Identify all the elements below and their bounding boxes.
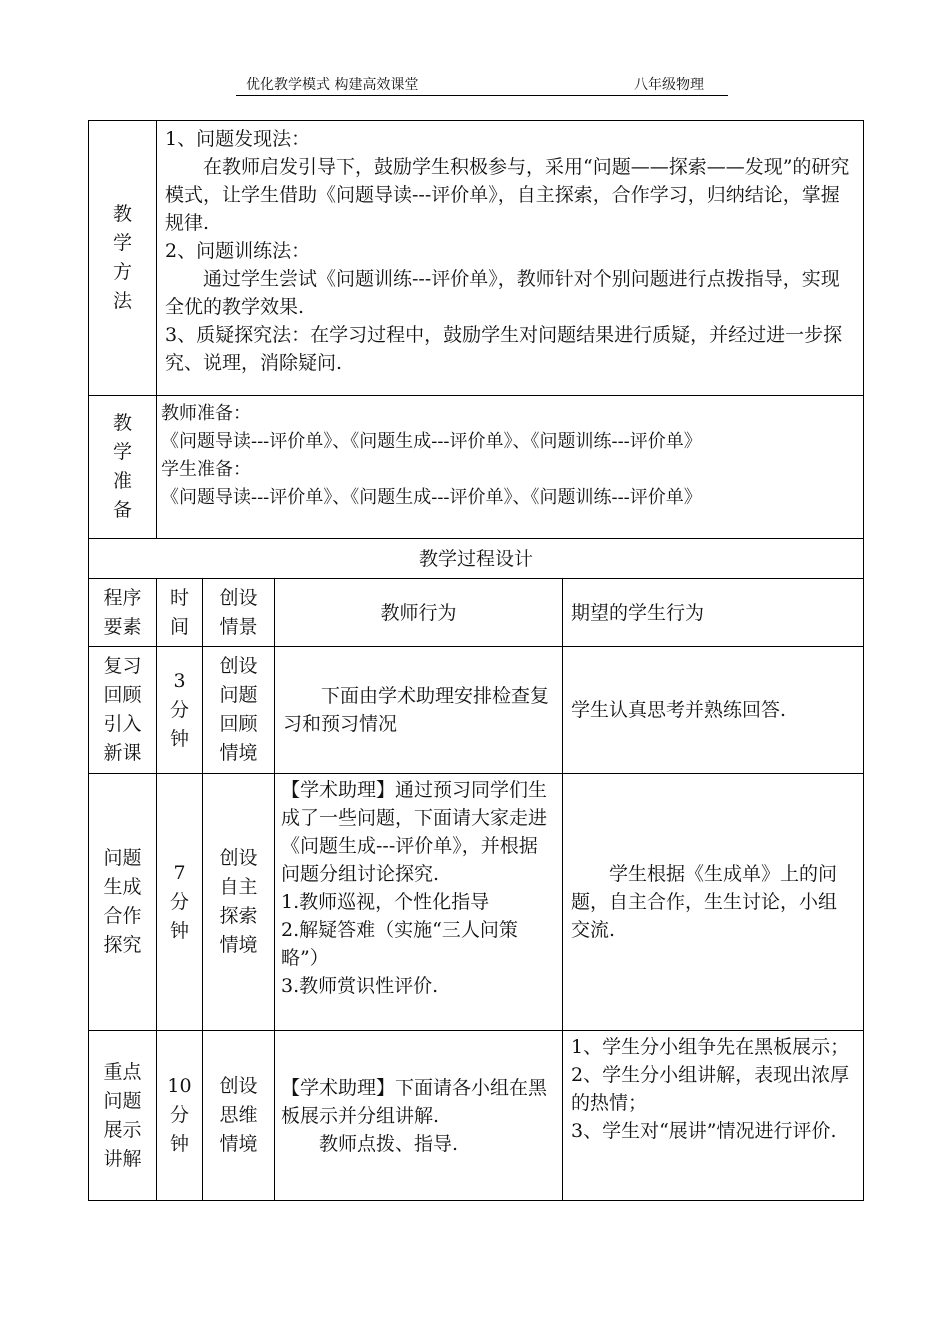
prep-label-char: 准 xyxy=(112,470,132,492)
row-element-line: 新课 xyxy=(103,742,142,764)
method-line: 3、质疑探究法：在学习过程中，鼓励学生对问题结果进行质疑，并经过进一步探究、说理，消除疑问. xyxy=(165,324,843,374)
process-title-row xyxy=(89,539,864,579)
row-scene-line: 情境 xyxy=(219,934,258,956)
row-time-line: 3 xyxy=(173,669,186,692)
col-header-time-line: 间 xyxy=(169,615,189,638)
method-content xyxy=(157,121,864,396)
header-subject: 八年级物理 xyxy=(634,77,704,93)
row-element-line: 问题 xyxy=(103,847,142,869)
row-element-line: 生成 xyxy=(103,876,142,898)
row-scene-line: 创设 xyxy=(219,847,258,869)
row-time xyxy=(157,774,203,1031)
prep-content xyxy=(157,396,864,539)
method-line: 2、问题训练法： xyxy=(165,240,311,262)
row-time-line: 分 xyxy=(169,890,189,913)
row-teacher xyxy=(275,774,563,1031)
row-student xyxy=(563,647,864,774)
col-header-element xyxy=(89,579,157,647)
method-label xyxy=(89,121,157,396)
prep-line: 《问题导读---评价单》、《问题生成---评价单》、《问题训练---评价单》 xyxy=(161,431,702,452)
row-element-line: 展示 xyxy=(103,1118,142,1141)
row-teacher-line: 教师点拨、指导. xyxy=(319,1132,459,1155)
row-element-line: 探究 xyxy=(103,934,142,956)
row-teacher-line: 下面由学术助理安排检查复习和预习情况 xyxy=(283,685,550,735)
row-student-line: 2、学生分小组讲解，表现出浓厚的热情； xyxy=(571,1064,850,1114)
row-time-line: 分 xyxy=(169,698,189,721)
row-student xyxy=(563,1031,864,1201)
row-element-line: 问题 xyxy=(103,1089,142,1112)
prep-label-char: 教 xyxy=(112,412,132,434)
row-element xyxy=(89,647,157,774)
header-title: 优化教学模式 构建高效课堂 xyxy=(246,77,419,93)
row-time xyxy=(157,1031,203,1201)
row-element-line: 引入 xyxy=(103,713,142,735)
row-time xyxy=(157,647,203,774)
col-header-teacher: 教师行为 xyxy=(275,579,563,647)
method-label-char: 方 xyxy=(112,261,132,283)
row-time-line: 钟 xyxy=(169,1133,189,1155)
row-element-line: 复习 xyxy=(103,655,142,677)
col-header-scene xyxy=(203,579,275,647)
row-scene-line: 探索 xyxy=(219,905,258,927)
row-scene-line: 回顾 xyxy=(219,713,258,735)
col-header-element-line: 要素 xyxy=(103,615,142,638)
row-time-line: 7 xyxy=(173,861,186,884)
row-time-line: 钟 xyxy=(169,919,189,942)
row-scene xyxy=(203,774,275,1031)
col-header-scene-line: 情景 xyxy=(219,615,258,638)
row-scene xyxy=(203,647,275,774)
prep-label xyxy=(89,396,157,539)
row-time-line: 钟 xyxy=(169,727,189,750)
row-scene xyxy=(203,1031,275,1201)
row-element xyxy=(89,1031,157,1201)
row-teacher-line: 2.解疑答难（实施“三人问策略”） xyxy=(281,919,518,969)
table-row xyxy=(89,1031,864,1201)
row-element xyxy=(89,774,157,1031)
method-label-char: 学 xyxy=(112,232,132,254)
col-header-scene-line: 创设 xyxy=(219,586,258,609)
method-label-char: 教 xyxy=(112,203,132,225)
row-student-line: 学生认真思考并熟练回答. xyxy=(571,699,787,721)
row-element-line: 重点 xyxy=(103,1060,142,1083)
method-line: 1、问题发现法： xyxy=(165,128,311,150)
row-element-line: 回顾 xyxy=(103,684,142,706)
row-scene-line: 创设 xyxy=(219,1075,258,1097)
row-element-line: 讲解 xyxy=(103,1147,142,1170)
row-student-line: 学生根据《生成单》上的问题，自主合作，生生讨论，小组交流. xyxy=(571,863,838,941)
prep-row xyxy=(89,396,864,539)
table-row xyxy=(89,774,864,1031)
column-header-row xyxy=(89,579,864,647)
row-scene-line: 创设 xyxy=(219,655,258,677)
row-teacher xyxy=(275,1031,563,1201)
prep-label-char: 学 xyxy=(112,441,132,463)
table-row xyxy=(89,647,864,774)
row-teacher-line: 1.教师巡视，个性化指导 xyxy=(281,891,490,913)
page-header xyxy=(236,75,728,96)
col-header-element-line: 程序 xyxy=(103,586,142,609)
method-line: 通过学生尝试《问题训练---评价单》，教师针对个别问题进行点拨指导，实现全优的教学效果. xyxy=(165,268,840,318)
row-teacher-line: 【学术助理】下面请各小组在黑板展示并分组讲解. xyxy=(281,1076,548,1127)
row-element-line: 合作 xyxy=(103,905,142,927)
prep-label-char: 备 xyxy=(112,499,132,521)
row-teacher xyxy=(275,647,563,774)
row-student-line: 1、学生分小组争先在黑板展示； xyxy=(571,1036,850,1058)
row-scene-line: 思维 xyxy=(219,1104,258,1126)
row-scene-line: 问题 xyxy=(219,684,258,706)
col-header-time xyxy=(157,579,203,647)
row-teacher-line: 【学术助理】通过预习同学们生成了一些问题，下面请大家走进《问题生成---评价单》，并根据问题分组讨论探究. xyxy=(281,779,548,885)
prep-line: 教师准备： xyxy=(161,403,251,424)
row-student-line: 3、学生对“展讲”情况进行评价. xyxy=(571,1120,837,1142)
method-label-char: 法 xyxy=(112,290,132,312)
method-row xyxy=(89,121,864,396)
col-header-student: 期望的学生行为 xyxy=(563,579,864,647)
lesson-plan-table xyxy=(88,120,864,1201)
prep-line: 学生准备： xyxy=(161,459,251,480)
row-scene-line: 情境 xyxy=(219,742,258,764)
process-title: 教学过程设计 xyxy=(89,539,864,579)
row-student xyxy=(563,774,864,1031)
row-scene-line: 自主 xyxy=(219,876,258,898)
method-line: 在教师启发引导下，鼓励学生积极参与，采用“问题——探索——发现”的研究模式，让学生借助《问题导读---评价单》，自主探索，合作学习，归纳结论，掌握规律. xyxy=(165,156,850,234)
row-time-line: 10 xyxy=(167,1075,192,1097)
row-teacher-line: 3.教师赏识性评价. xyxy=(281,975,439,997)
row-time-line: 分 xyxy=(169,1104,189,1126)
row-scene-line: 情境 xyxy=(219,1133,258,1155)
prep-line: 《问题导读---评价单》、《问题生成---评价单》、《问题训练---评价单》 xyxy=(161,487,702,508)
col-header-time-line: 时 xyxy=(169,586,189,609)
